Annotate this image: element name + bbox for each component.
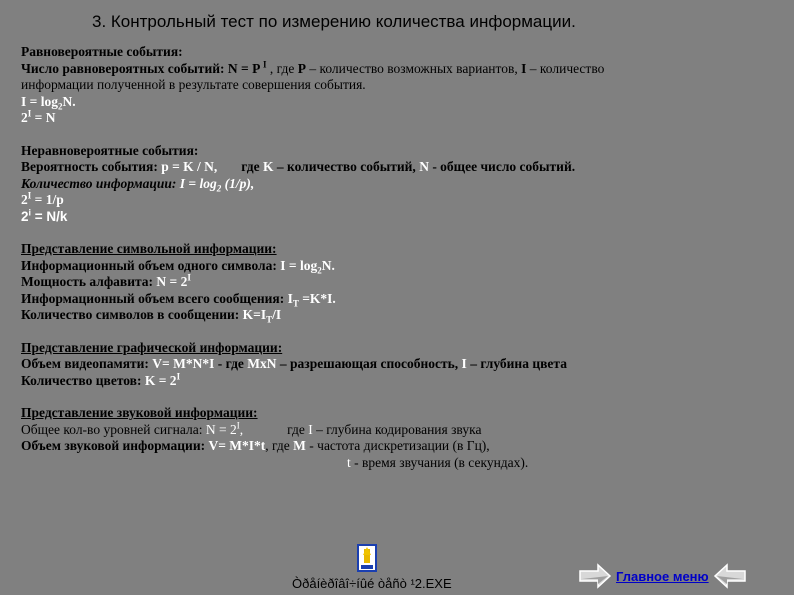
text-line: информации полученной в результате совершения события. [21,77,366,92]
text-line: Вероятность события: p = K / N, где K – количество событий, N - общее число событий. [21,159,576,174]
formula-line: $I = \log_2N$. [21,93,76,112]
content [21,44,786,487]
page-title: 3. Контрольный тест по измерению количества информации. [92,12,576,31]
text-line: Объем звуковой информации: V= M*I*t, где M - частота дискретизации (в Гц), [21,438,490,453]
text-line: Общее кол-во уровней сигнала: $N = 2^I$, где I – глубина кодирования звука [21,420,482,437]
main-menu-button[interactable] [578,563,790,589]
arrow-right-icon [578,563,612,589]
text-line: Информационный объем одного символа: $I = \log_2N$. [21,257,335,276]
arrow-left-icon [713,563,747,589]
section-symbolic [21,241,786,324]
formula-line: $2^i = N/k$ [21,207,68,224]
text-line: Количество информации: $I = \log_2 (1/p)$, [21,175,255,194]
text-line: Количество символов в сообщении: $K=I_T/I$ [21,307,282,325]
text-line: t - время звучания (в секундах). [347,454,529,470]
section-heading: Неравновероятные события: [21,142,199,158]
exe-file-label[interactable]: Òðåíèðîâî÷íûé òåñò ¹2.EXE [292,576,452,591]
section-nonequiprobable [21,143,786,226]
text-line: Информационный объем всего сообщения: $I_T =K*I$. [21,290,336,309]
section-heading: Представление символьной информации: [21,241,277,256]
section-graphic [21,340,786,390]
section-sound [21,405,786,471]
main-menu-link[interactable]: Главное меню [616,568,709,584]
section-heading: Представление звуковой информации: [21,405,258,420]
formula-line: $2^I = 1/p$ [21,190,64,207]
section-equiprobable [21,44,786,127]
section-heading: Равновероятные события: [21,44,183,59]
exe-app-icon[interactable] [356,543,378,575]
text-line: Объем видеопамяти: V= M*N*I - где MxN – разрешающая способность, I – глубина цвета [21,356,567,371]
section-heading: Представление графической информации: [21,339,283,355]
text-line: Число равновероятных событий: N = P $^I$ , где P – количество возможных вариантов, I – количество [21,59,605,76]
formula-line: $2^I = N$ [21,108,56,125]
text-line: Мощность алфавита: $N = 2^I$ [21,272,191,289]
text-line: Количество цветов: $K = 2^I$ [21,371,181,388]
